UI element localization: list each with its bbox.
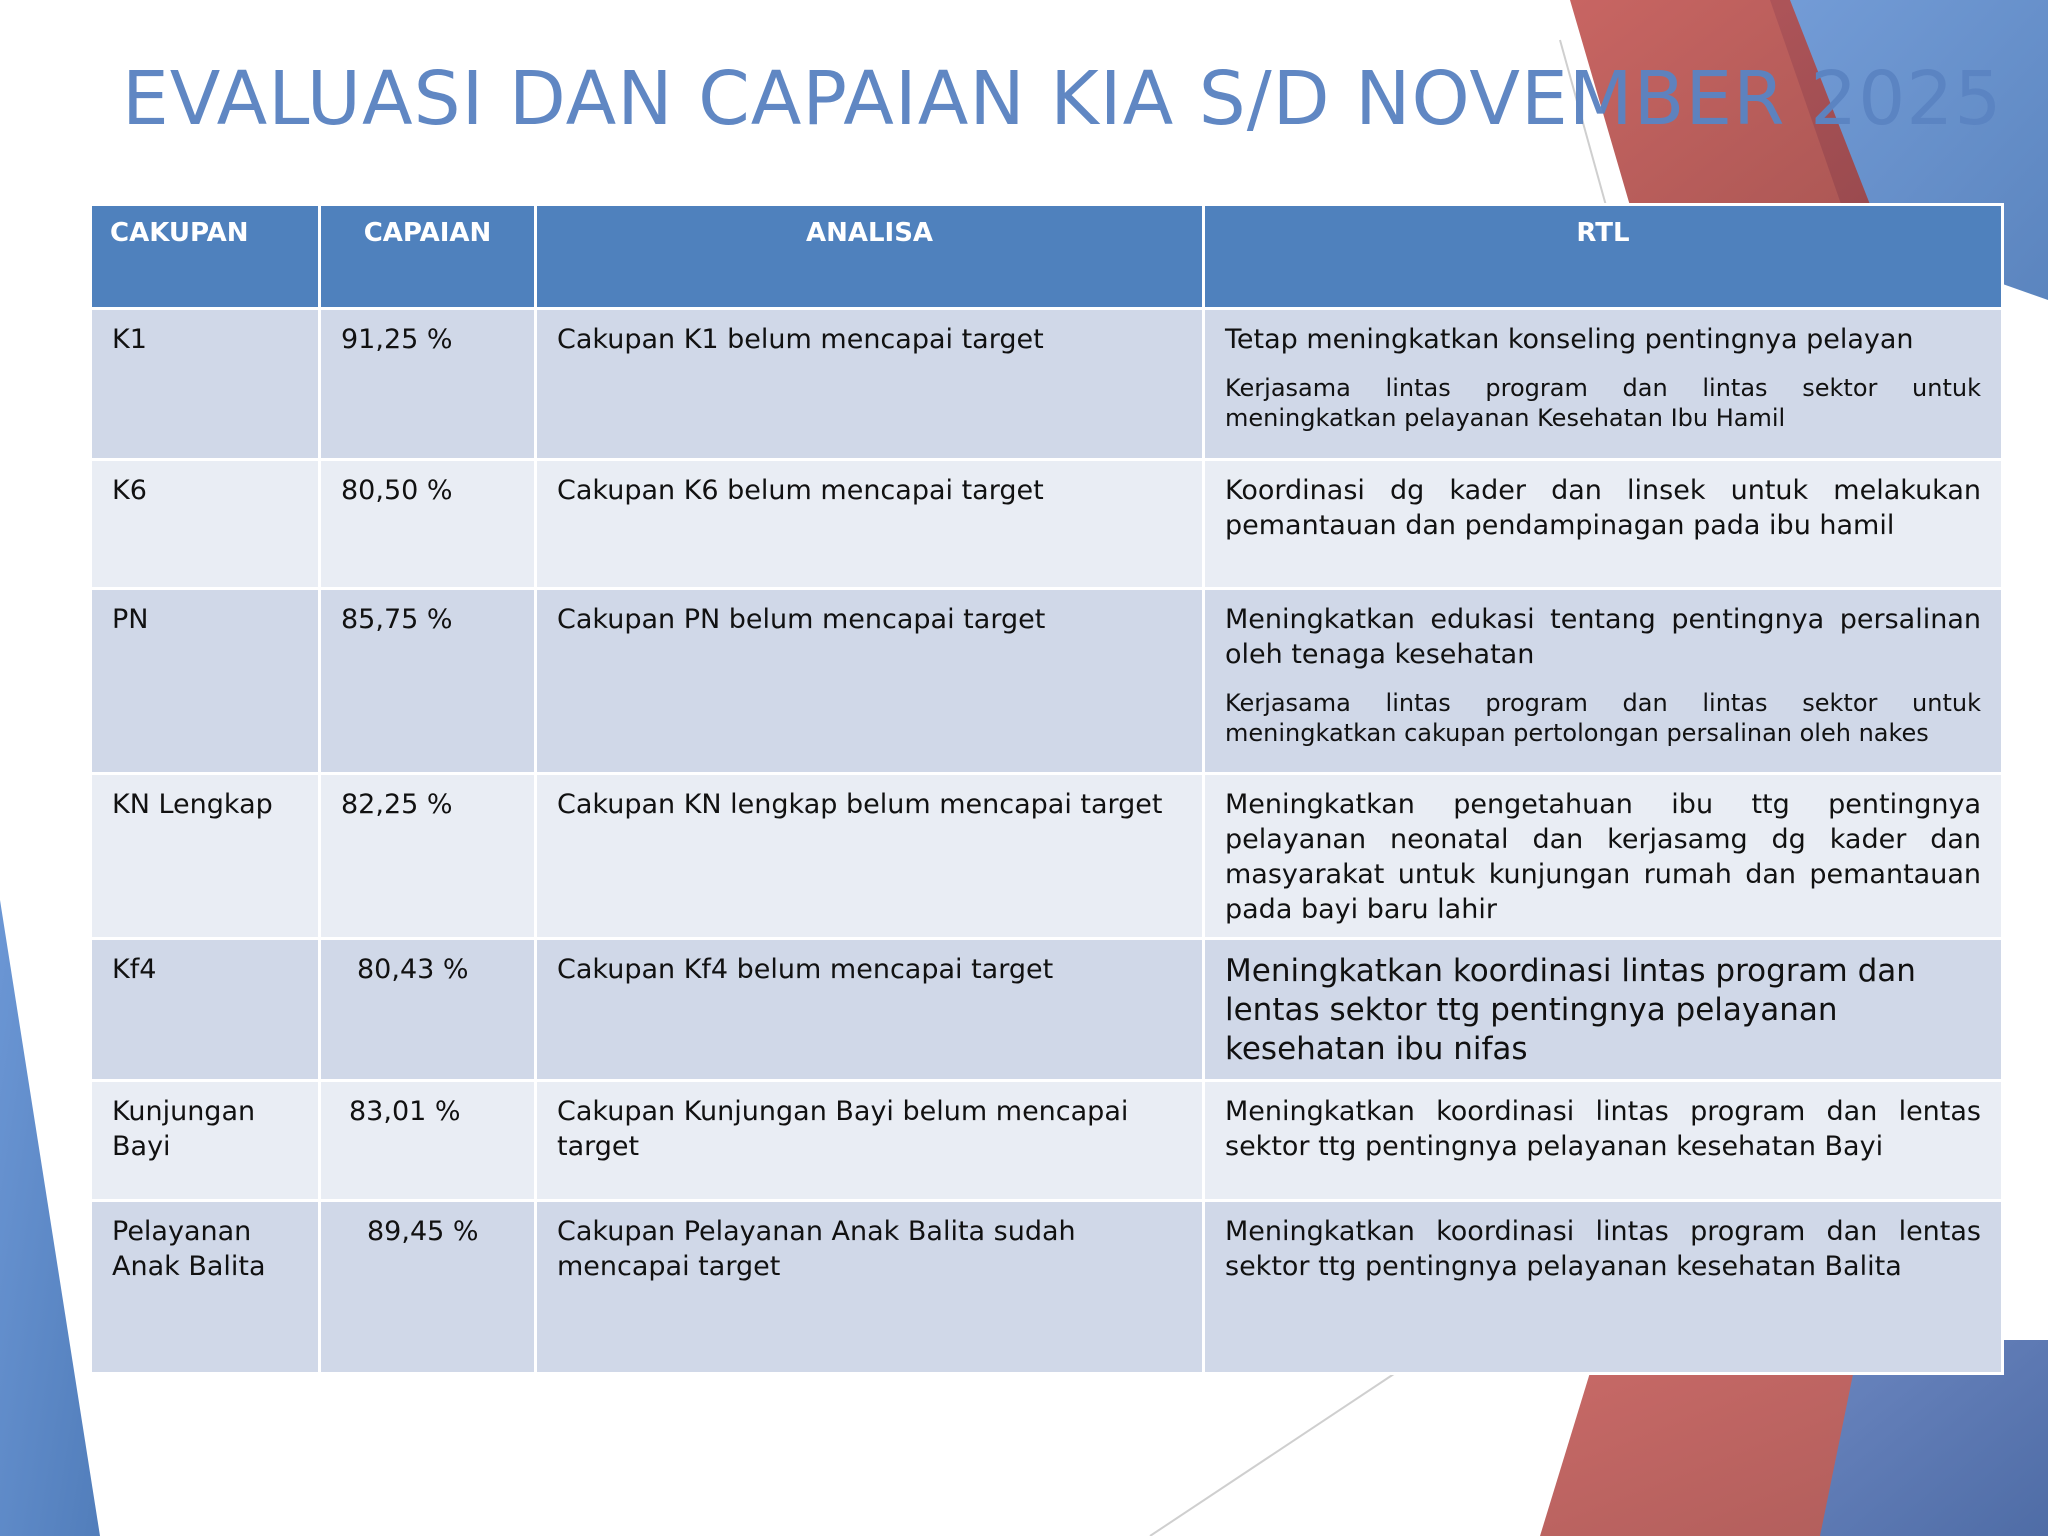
rtl-text: Meningkatkan edukasi tentang pentingnya persalinan oleh tenaga kesehatan [1225,604,1981,670]
slide-title: EVALUASI DAN CAPAIAN KIA S/D NOVEMBER 2025 [122,56,2003,142]
cell-cakupan: K6 [91,460,320,589]
cell-analisa: Cakupan PN belum mencapai target [536,589,1204,774]
rtl-text: Meningkatkan koordinasi lintas program dan lentas sektor ttg pentingnya pelayanan kesehatan Bayi [1225,1096,1981,1162]
cell-capaian: 82,25 % [320,774,536,939]
table-header-row [91,205,2003,309]
rtl-text: Meningkatkan pengetahuan ibu ttg pentingnya pelayanan neonatal dan kerjasamg dg kader dan masyarakat untuk kunjungan rumah dan pemantauan pada bayi baru lahir [1225,789,1981,925]
cell-capaian: 85,75 % [320,589,536,774]
rtl-text: Meningkatkan koordinasi lintas program dan lentas sektor ttg pentingnya pelayanan kesehatan ibu nifas [1225,953,1916,1067]
cell-rtl [1204,309,2003,460]
table-row [91,589,2003,774]
table-row [91,939,2003,1081]
header-rtl: RTL [1204,205,2003,309]
cell-rtl [1204,460,2003,589]
cell-capaian: 91,25 % [320,309,536,460]
rtl-text: Koordinasi dg kader dan linsek untuk melakukan pemantauan dan pendampinagan pada ibu hamil [1225,475,1981,541]
cell-capaian [320,1201,536,1374]
cell-cakupan: Kunjungan Bayi [91,1081,320,1201]
cell-cakupan: KN Lengkap [91,774,320,939]
header-analisa: ANALISA [536,205,1204,309]
table-row [91,1081,2003,1201]
cell-capaian: 80,50 % [320,460,536,589]
cell-analisa: Cakupan K1 belum mencapai target [536,309,1204,460]
kia-evaluation-table [89,203,2004,1375]
cell-rtl [1204,939,2003,1081]
deco-line-bottom [1150,1350,1430,1536]
rtl-note: Kerjasama lintas program dan lintas sektor untuk meningkatkan pelayanan Kesehatan Ibu Hamil [1225,374,1981,432]
cell-analisa: Cakupan Kunjungan Bayi belum mencapai target [536,1081,1204,1201]
cell-rtl [1204,1081,2003,1201]
cell-capaian [320,1081,536,1201]
capaian-value: 80,43 % [357,954,469,985]
deco-blue-left [0,900,100,1536]
rtl-note: Kerjasama lintas program dan lintas sektor untuk meningkatkan cakupan pertolongan persalinan oleh nakes [1225,689,1981,747]
cell-cakupan: Pelayanan Anak Balita [91,1201,320,1374]
table-row [91,309,2003,460]
cell-rtl [1204,589,2003,774]
cell-analisa: Cakupan KN lengkap belum mencapai target [536,774,1204,939]
capaian-value: 83,01 % [349,1096,461,1127]
capaian-value: 89,45 % [367,1216,479,1247]
cell-rtl [1204,1201,2003,1374]
cell-analisa: Cakupan Pelayanan Anak Balita sudah mencapai target [536,1201,1204,1374]
table-row [91,1201,2003,1374]
cell-rtl [1204,774,2003,939]
cell-analisa: Cakupan Kf4 belum mencapai target [536,939,1204,1081]
cell-cakupan: Kf4 [91,939,320,1081]
header-cakupan: CAKUPAN [91,205,320,309]
cell-analisa: Cakupan K6 belum mencapai target [536,460,1204,589]
table-row [91,774,2003,939]
rtl-text: Tetap meningkatkan konseling pentingnya pelayan [1225,324,1914,355]
cell-cakupan: K1 [91,309,320,460]
table-row [91,460,2003,589]
rtl-text: Meningkatkan koordinasi lintas program dan lentas sektor ttg pentingnya pelayanan kesehatan Balita [1225,1216,1981,1282]
header-capaian: CAPAIAN [320,205,536,309]
cell-capaian [320,939,536,1081]
cell-cakupan: PN [91,589,320,774]
